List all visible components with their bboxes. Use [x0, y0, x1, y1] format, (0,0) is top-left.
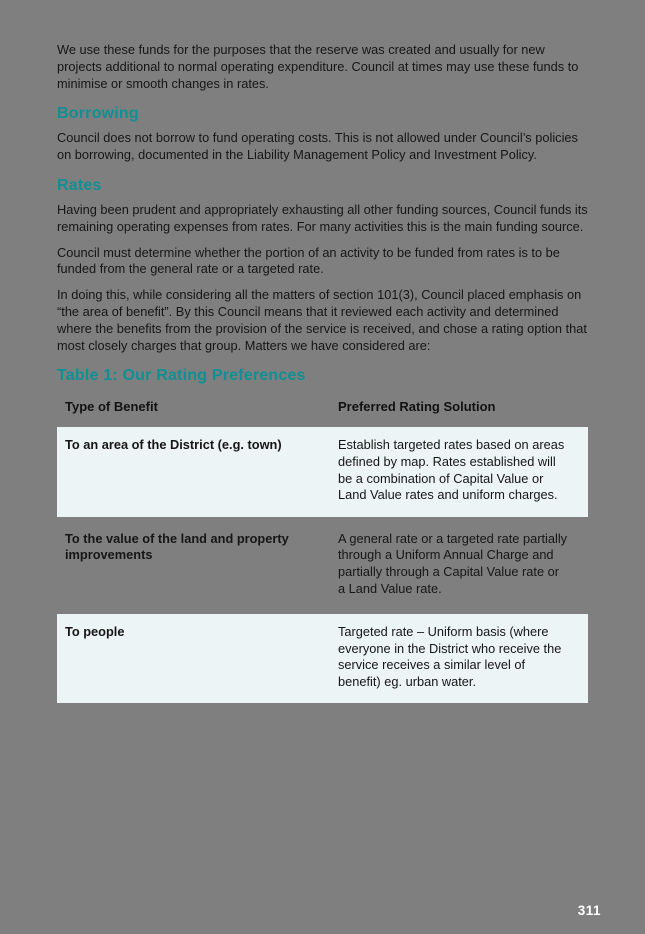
- column-header-preferred-rating-solution: Preferred Rating Solution: [338, 399, 496, 415]
- solution-cell: Targeted rate – Uniform basis (where everyone in the District who receive the service receives a similar level of benefit) eg. urban water.: [338, 624, 562, 689]
- table-header-row: [57, 392, 588, 423]
- benefit-cell: To an area of the District (e.g. town): [65, 437, 282, 453]
- column-header-type-of-benefit: Type of Benefit: [65, 399, 158, 415]
- paragraph-rates-3: In doing this, while considering all the matters of section 101(3), Council placed emphasis on “the area of benefit”. By this Council means that it reviewed each activity and determined where the benefits from the provision of the service is received, and chose a rating option that most closely charges that group. Matters we have considered are:: [57, 287, 587, 353]
- solution-cell: A general rate or a targeted rate partially through a Uniform Annual Charge and partially through a Capital Value rate or a Land Value rate.: [338, 530, 568, 596]
- heading-rates: Rates: [57, 176, 102, 194]
- paragraph-rates-2: Council must determine whether the portion of an activity to be funded from rates is to be funded from the general rate or a targeted rate.: [57, 244, 560, 277]
- paragraph-reserve-funds: We use these funds for the purposes that the reserve was created and usually for new projects additional to normal operating expenditure. Council at times may use these funds to minimise or smooth changes in rates.: [57, 42, 579, 91]
- table-title: Table 1: Our Rating Preferences: [57, 367, 306, 385]
- page-content: [57, 42, 590, 703]
- paragraph-borrowing: Council does not borrow to fund operating costs. This is not allowed under Council’s policies on borrowing, documented in the Liability Management Policy and Investment Policy.: [57, 130, 578, 163]
- solution-cell: Establish targeted rates based on areas defined by map. Rates established will be a combination of Capital Value or Land Value rates and uniform charges.: [338, 437, 565, 503]
- benefit-cell: To the value of the land and property improvements: [65, 530, 289, 563]
- benefit-cell: To people: [65, 624, 125, 640]
- table-row-land-value: [57, 521, 588, 610]
- heading-borrowing: Borrowing: [57, 105, 139, 123]
- table-row-people: [57, 614, 588, 703]
- rating-preferences-table: [57, 392, 588, 703]
- paragraph-rates-1: Having been prudent and appropriately exhausting all other funding sources, Council funds its remaining operating expenses from rates. For many activities this is the main funding source.: [57, 201, 588, 234]
- page-number: 311: [577, 903, 601, 918]
- table-row-area-of-district: [57, 427, 588, 516]
